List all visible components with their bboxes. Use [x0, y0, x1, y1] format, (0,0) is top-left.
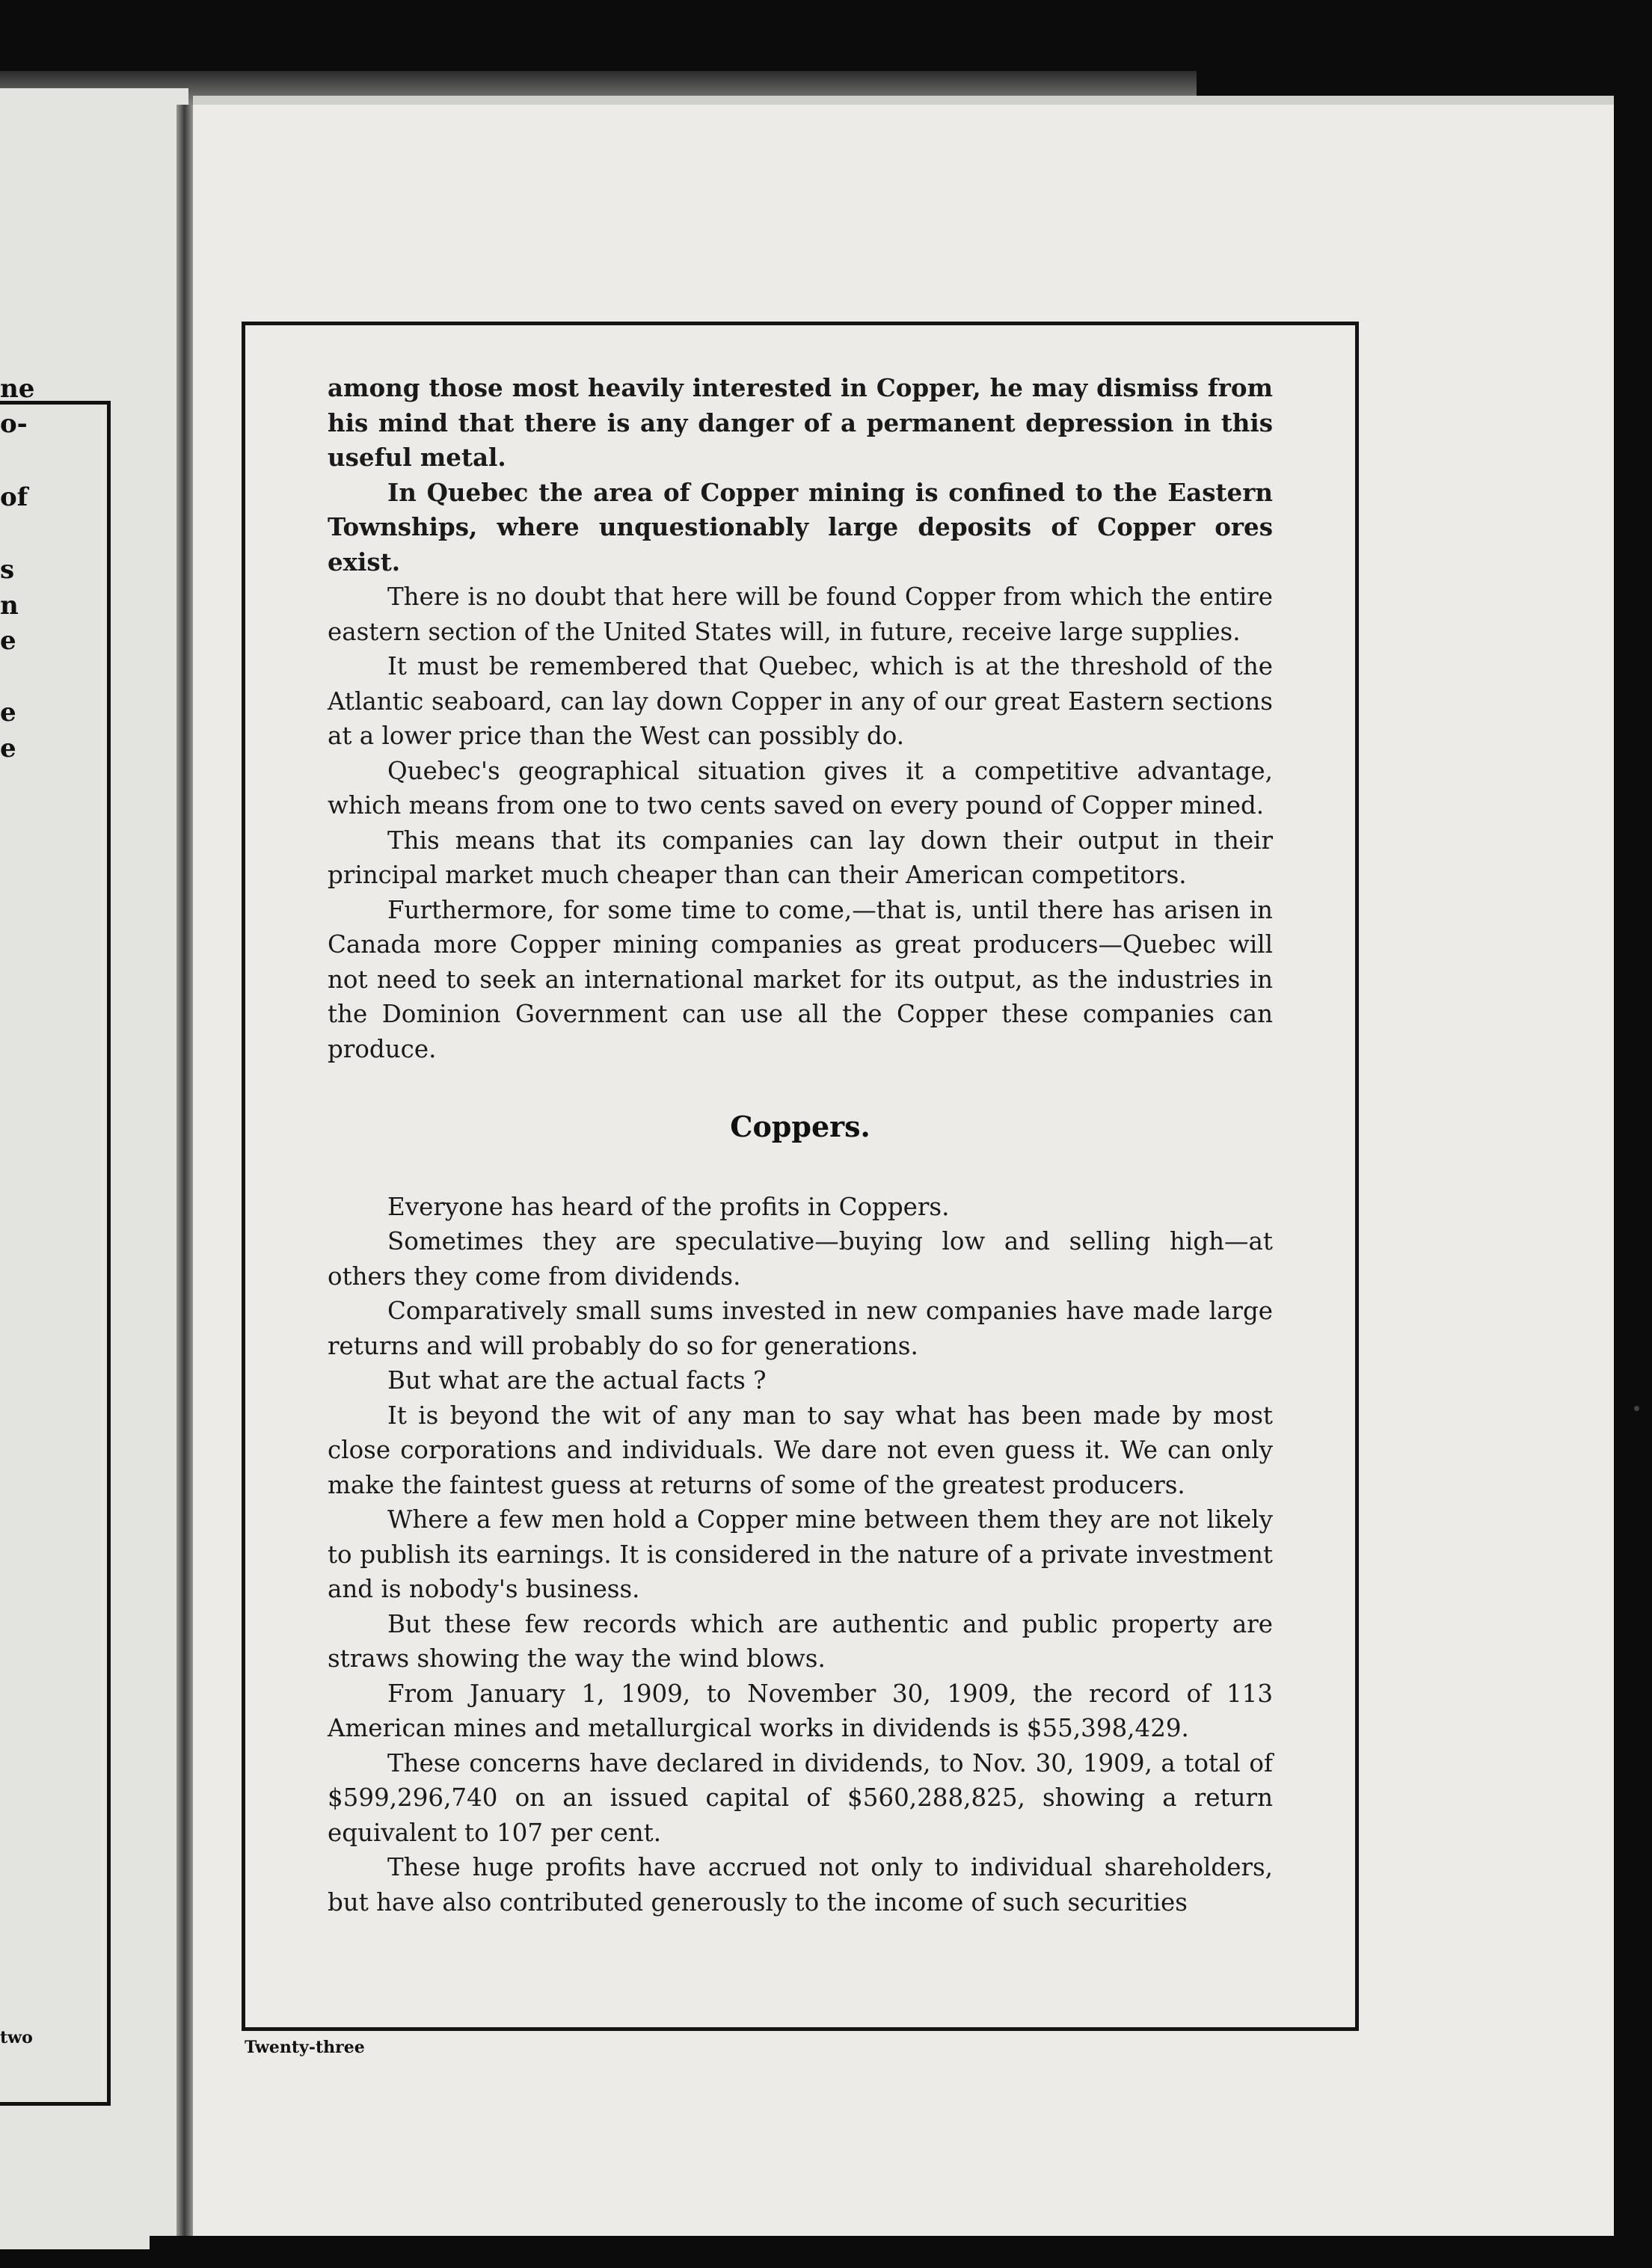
- paragraph: Quebec's geographical situation gives it a competitive advantage, which means from one to two cents saved on every pound of Copper mined.: [328, 756, 1273, 820]
- paragraph: These huge profits have accrued not only to individual shareholders, but have also contributed generously to the income of such securities: [328, 1853, 1273, 1917]
- paragraph: Comparatively small sums invested in new companies have made large returns and will probably do so for generations.: [328, 1297, 1273, 1360]
- previous-page-frame: [0, 401, 111, 2106]
- paragraph: It is beyond the wit of any man to say what has been made by most close corporations and individuals. We dare not even guess it. We can only make the faintest guess at returns of some of the greatest producers.: [328, 1401, 1273, 1499]
- previous-page-fragment: e: [0, 626, 16, 656]
- page-body: [328, 371, 1273, 1920]
- previous-page-fragment: n: [0, 591, 19, 621]
- previous-page: [0, 88, 188, 2249]
- paragraph: It must be remembered that Quebec, which is at the threshold of the Atlantic seaboard, can lay down Copper in any of our great Eastern sections at a lower price than the West can possibly do.: [328, 652, 1273, 750]
- section-heading: Coppers.: [730, 1110, 870, 1143]
- paragraph: But what are the actual facts ?: [387, 1366, 767, 1395]
- paragraph: From January 1, 1909, to November 30, 1909, the record of 113 American mines and metallurgical works in dividends is $55,398,429.: [328, 1679, 1273, 1742]
- paragraph: Everyone has heard of the profits in Coppers.: [387, 1192, 950, 1221]
- paragraph: There is no doubt that here will be found Copper from which the entire eastern section of the United States will, in future, receive large supplies.: [328, 583, 1273, 646]
- paragraph: Sometimes they are speculative—buying low and selling high—at others they come from dividends.: [328, 1227, 1273, 1291]
- previous-page-fragment: e: [0, 698, 16, 728]
- paragraph: In Quebec the area of Copper mining is confined to the Eastern Townships, where unquestionably large deposits of Copper ores exist.: [328, 477, 1273, 577]
- page-number-footer: Twenty-three: [245, 2038, 365, 2057]
- scan-bottom-edge: [150, 2236, 1652, 2268]
- paragraph: Furthermore, for some time to come,—that is, until there has arisen in Canada more Copper mining companies as great producers—Quebec will not need to seek an international market for its output, as the industries in the Dominion Government can use all the Copper these companies can produce.: [328, 895, 1273, 1063]
- paragraph: Where a few men hold a Copper mine between them they are not likely to publish its earnings. It is considered in the nature of a private investment and is nobody's business.: [328, 1505, 1273, 1603]
- paragraph: This means that its companies can lay down their output in their principal market much cheaper than can their American competitors.: [328, 826, 1273, 889]
- previous-page-fragment: o-: [0, 409, 28, 439]
- previous-page-footer: two: [0, 2028, 33, 2047]
- previous-page-fragment: e: [0, 734, 16, 763]
- paragraph: among those most heavily interested in Copper, he may dismiss from his mind that there is any danger of a permanent depression in this useful metal.: [328, 373, 1273, 472]
- paragraph: But these few records which are authentic and public property are straws showing the way the wind blows.: [328, 1609, 1273, 1673]
- previous-page-fragment: ne: [0, 374, 35, 404]
- previous-page-fragment: s: [0, 555, 15, 585]
- scan-speck: [1634, 1406, 1639, 1411]
- previous-page-fragment: of: [0, 482, 28, 512]
- paragraph: These concerns have declared in dividends, to Nov. 30, 1909, a total of $599,296,740 on an issued capital of $560,288,825, showing a return equivalent to 107 per cent.: [328, 1748, 1273, 1847]
- book-gutter: [176, 105, 194, 2251]
